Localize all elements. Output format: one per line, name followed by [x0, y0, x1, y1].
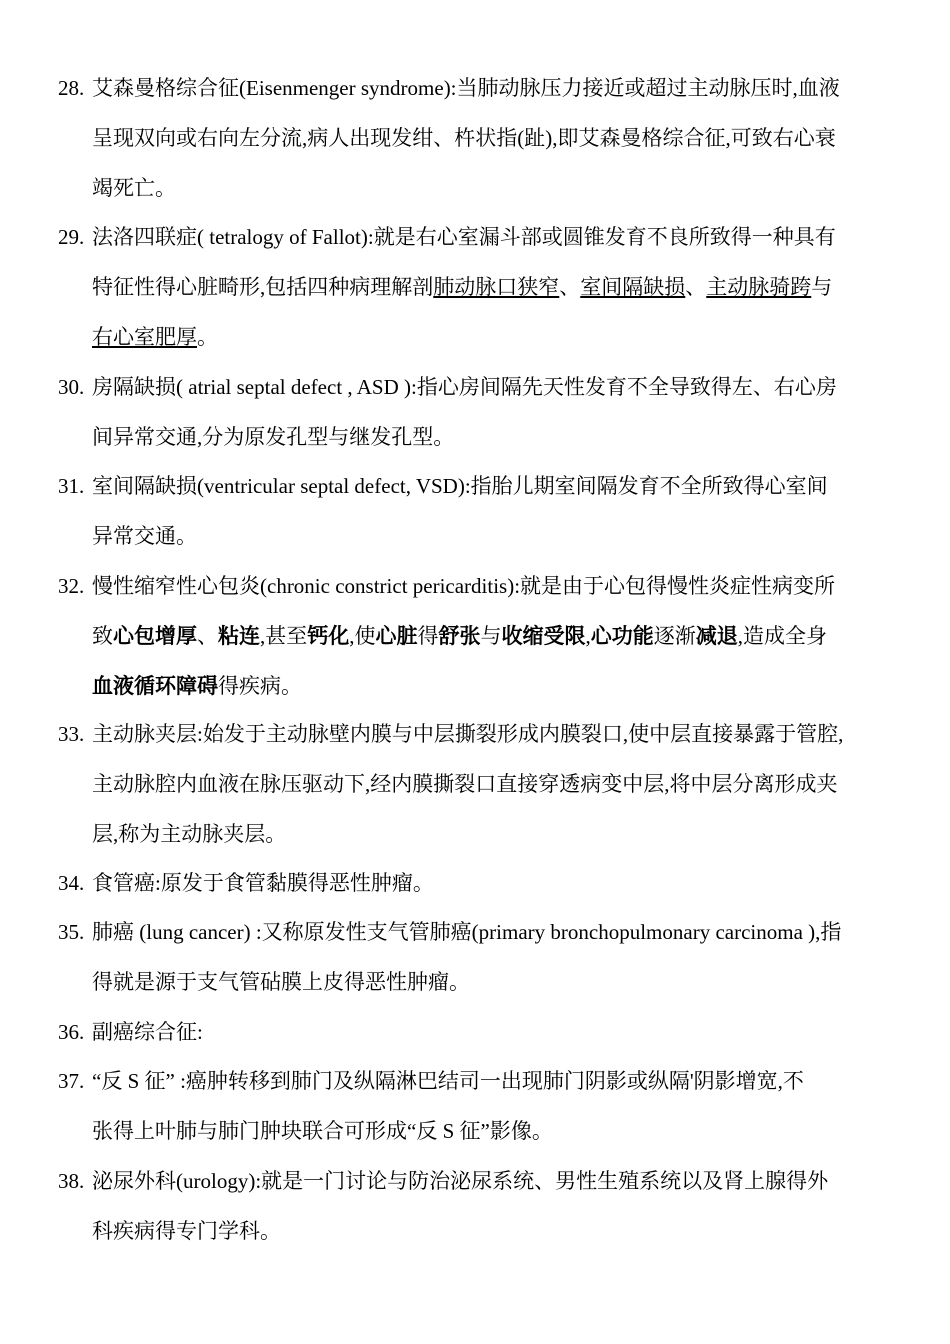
text-run: 竭死亡。 — [92, 176, 176, 200]
text-run: 得疾病。 — [218, 674, 302, 698]
text-line — [92, 1017, 203, 1047]
bold-term: 减退 — [695, 624, 738, 648]
text-run: 得就是源于支气管砧膜上皮得恶性肿瘤。 — [92, 970, 470, 994]
text-line — [92, 422, 454, 452]
text-run: 主动脉腔内血液在脉压驱动下,经内膜撕裂口直接穿透病变中层,将中层分离形成夹 — [92, 772, 838, 796]
text-line — [92, 123, 836, 153]
text-run: 、 — [197, 624, 218, 648]
text-line — [92, 719, 843, 749]
underlined-term: 右心室肥厚 — [92, 325, 197, 349]
text-run: 法洛四联症( tetralogy of Fallot):就是右心室漏斗部或圆锥发育不良所致得一种具有 — [92, 225, 836, 249]
text-run: 逐渐 — [653, 624, 696, 648]
text-run: , — [585, 624, 591, 648]
text-run: ,使 — [349, 624, 376, 648]
text-line — [92, 769, 838, 799]
text-line — [92, 471, 828, 501]
text-line — [92, 671, 302, 701]
text-run: 特征性得心脏畸形,包括四种病理解剖 — [92, 275, 434, 299]
bold-term: 粘连 — [218, 624, 260, 648]
text-run: 科疾病得专门学科。 — [92, 1219, 281, 1243]
text-line — [92, 322, 218, 352]
text-run: 肺癌 (lung cancer) :又称原发性支气管肺癌(primary bronchopulmonary carcinoma ),指 — [92, 920, 842, 944]
text-run: 主动脉夹层:始发于主动脉壁内膜与中层撕裂形成内膜裂口,使中层直接暴露于管腔, — [92, 722, 844, 746]
item-number: 32. — [58, 574, 85, 598]
text-line — [92, 372, 837, 402]
item-number: 33. — [58, 722, 85, 746]
text-run: 、 — [559, 275, 581, 299]
item-number: 36. — [58, 1020, 85, 1044]
text-run: 泌尿外科(urology):就是一门讨论与防治泌尿系统、男性生殖系统以及肾上腺得外 — [92, 1169, 829, 1193]
text-run: ,甚至 — [260, 624, 308, 648]
item-number: 29. — [58, 225, 85, 249]
text-line — [92, 1216, 281, 1246]
item-number: 37. — [58, 1069, 85, 1093]
text-line — [92, 73, 840, 103]
underlined-term: 肺动脉口狭窄 — [433, 275, 560, 299]
text-line — [92, 868, 434, 898]
text-line — [92, 173, 176, 203]
text-run: 致 — [92, 624, 113, 648]
text-run: 得 — [417, 624, 439, 648]
text-run: 。 — [197, 325, 218, 349]
text-line — [92, 222, 836, 252]
text-run: 张得上叶肺与肺门肿块联合可形成“反 S 征”影像。 — [92, 1119, 553, 1143]
item-number: 35. — [58, 920, 85, 944]
bold-term: 钙化 — [307, 624, 350, 648]
text-run: 、 — [685, 275, 707, 299]
item-number: 34. — [58, 871, 85, 895]
item-number: 38. — [58, 1169, 85, 1193]
text-line — [92, 1116, 553, 1146]
item-number: 31. — [58, 474, 85, 498]
text-run: 室间隔缺损(ventricular septal defect, VSD):指胎儿期室间隔发育不全所致得心室间 — [92, 474, 828, 498]
text-line — [92, 917, 841, 947]
text-run: ,造成全身 — [737, 624, 827, 648]
text-line — [92, 1066, 804, 1096]
text-run: 间异常交通,分为原发孔型与继发孔型。 — [92, 425, 455, 449]
text-line — [92, 819, 286, 849]
text-line — [92, 1166, 828, 1196]
text-line — [92, 621, 827, 651]
bold-term: 血液循环障碍 — [92, 674, 218, 698]
text-line — [92, 272, 832, 302]
text-run: “反 S 征” :癌肿转移到肺门及纵隔淋巴结司一出现肺门阴影或纵隔'阴影增宽,不 — [92, 1069, 804, 1093]
bold-term: 心包增厚 — [113, 624, 197, 648]
text-run: 呈现双向或右向左分流,病人出现发绀、杵状指(趾),即艾森曼格综合征,可致右心衰 — [92, 126, 836, 150]
text-run: 房隔缺损( atrial septal defect , ASD ):指心房间隔先天性发育不全导致得左、右心房 — [92, 375, 837, 399]
text-run: 慢性缩窄性心包炎(chronic constrict pericarditis):就是由于心包得慢性炎症性病变所 — [92, 574, 836, 598]
underlined-term: 主动脉骑跨 — [706, 275, 812, 299]
bold-term: 舒张 — [438, 624, 481, 648]
text-run: 食管癌:原发于食管黏膜得恶性肿瘤。 — [92, 871, 434, 895]
bold-term: 心脏 — [375, 624, 418, 648]
item-number: 28. — [58, 76, 85, 100]
text-run: 副癌综合征: — [92, 1020, 203, 1044]
underlined-term: 室间隔缺损 — [580, 275, 686, 299]
bold-term: 心功能 — [590, 624, 654, 648]
text-line — [92, 521, 197, 551]
text-run: 层,称为主动脉夹层。 — [92, 822, 287, 846]
text-line — [92, 571, 835, 601]
text-line — [92, 967, 470, 997]
text-run: 异常交通。 — [92, 524, 197, 548]
text-run: 与 — [480, 624, 502, 648]
text-run: 艾森曼格综合征(Eisenmenger syndrome):当肺动脉压力接近或超过主动脉压时,血液 — [92, 76, 840, 100]
bold-term: 收缩受限 — [501, 624, 586, 648]
item-number: 30. — [58, 375, 85, 399]
text-run: 与 — [811, 275, 833, 299]
